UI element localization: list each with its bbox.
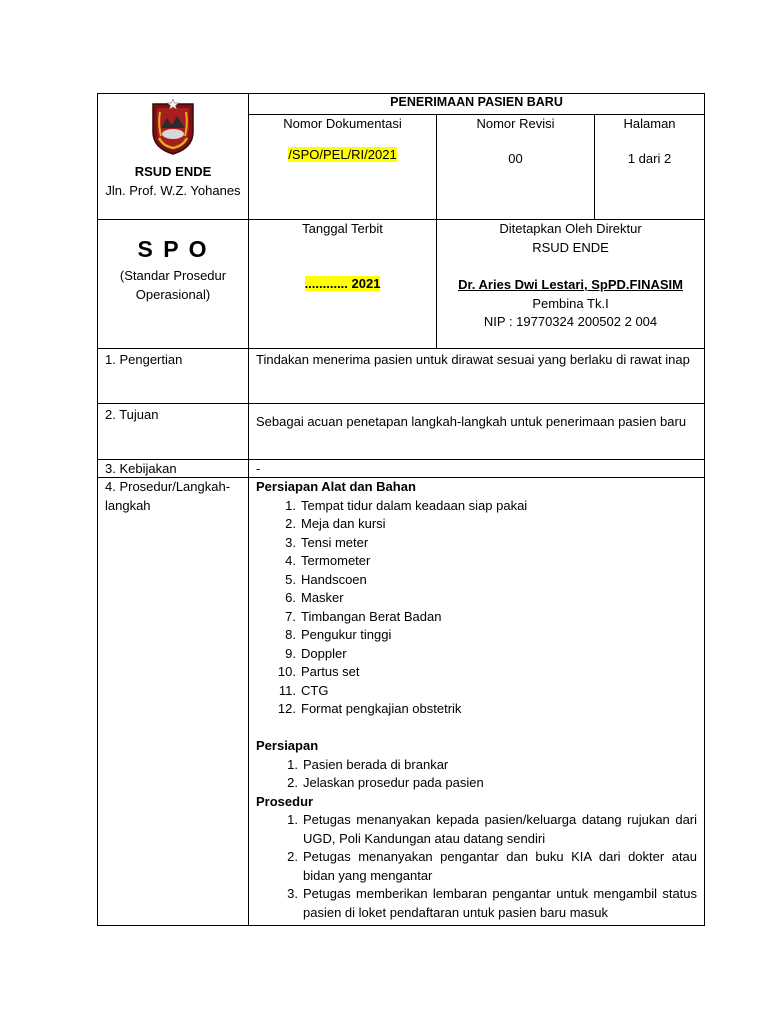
hospital-name: RSUD ENDE [134,164,212,179]
nomor-revisi-label: Nomor Revisi [476,116,555,131]
prosedur-label: 4. Prosedur/Langkah-langkah [98,478,249,926]
nomor-revisi-cell [437,115,595,220]
nomor-revisi-value: 00 [508,151,523,166]
halaman-cell [595,115,705,220]
list-item: 8. Pengukur tinggi [285,627,392,642]
nomor-dokumentasi-value: /SPO/PEL/RI/2021 [288,147,397,162]
kebijakan-label: 3. Kebijakan [98,460,249,478]
tanggal-terbit-label: Tanggal Terbit [302,221,383,236]
director-name: Dr. Aries Dwi Lestari, SpPD.FINASIM [458,277,683,292]
halaman-value: 1 dari 2 [627,151,672,166]
hospital-address: Jln. Prof. W.Z. Yohanes [105,182,241,198]
ditetapkan-line1: Ditetapkan Oleh Direktur [499,221,642,236]
pengertian-label: 1. Pengertian [98,349,249,404]
persiapan-heading: Persiapan [256,738,319,753]
regency-emblem-logo [147,98,199,156]
list-item: 2. Meja dan kursi [285,516,386,531]
ditetapkan-line2: RSUD ENDE [532,239,609,255]
spo-document-table [97,93,705,926]
persiapan-list [256,756,697,793]
tanggal-terbit-value: ............ 2021 [304,275,381,291]
list-item: 7. Timbangan Berat Badan [285,608,442,624]
document-title: PENERIMAAN PASIEN BARU [249,94,705,115]
list-item: 1. Petugas menanyakan kepada pasien/keluarga datang rujukan dari UGD, Poli Kandungan atau datang sendiri [287,812,698,846]
list-item: 2. Petugas menanyakan pengantar dan buku KIA dari dokter atau bidan yang mengantar [287,849,698,883]
tujuan-text: Sebagai acuan penetapan langkah-langkah untuk penerimaan pasien baru [249,404,705,460]
spo-title: S P O [137,236,209,262]
list-item: 3. Petugas memberikan lembaran pengantar untuk mengambil status pasien di loket pendaftaran untuk pasien baru masuk [287,886,698,920]
kebijakan-text: - [249,460,705,478]
list-item: 2. Jelaskan prosedur pada pasien [287,775,484,790]
list-item: 9. Doppler [285,645,347,661]
list-item: 10. Partus set [277,664,360,679]
list-item: 12. Format pengkajian obstetrik [277,701,462,716]
pengertian-text: Tindakan menerima pasien untuk dirawat sesuai yang berlaku di rawat inap [249,349,705,404]
hospital-identity-cell [98,94,249,220]
list-item: 5. Handscoen [285,571,367,587]
list-item: 3. Tensi meter [285,534,369,550]
spo-subtitle: (Standar Prosedur Operasional) [119,268,227,302]
equipment-list [256,497,697,719]
tanggal-terbit-cell [249,220,437,349]
director-nip: NIP : 19770324 200502 2 004 [483,314,658,329]
prosedur-content [249,478,705,926]
list-item: 1. Pasien berada di brankar [287,756,449,772]
list-item: 11. CTG [278,682,329,698]
list-item: 4. Termometer [285,553,371,568]
spo-cell [98,220,249,349]
tujuan-label: 2. Tujuan [98,404,249,460]
equipment-heading: Persiapan Alat dan Bahan [256,479,416,494]
nomor-dokumentasi-label: Nomor Dokumentasi [283,116,402,131]
list-item: 6. Masker [285,590,344,605]
ditetapkan-cell [437,220,705,349]
nomor-dokumentasi-cell [249,115,437,220]
director-rank: Pembina Tk.I [532,295,609,311]
list-item: 1. Tempat tidur dalam keadaan siap pakai [285,497,528,513]
prosedur-heading: Prosedur [256,793,314,809]
prosedur-list [256,811,697,922]
halaman-label: Halaman [623,116,676,131]
